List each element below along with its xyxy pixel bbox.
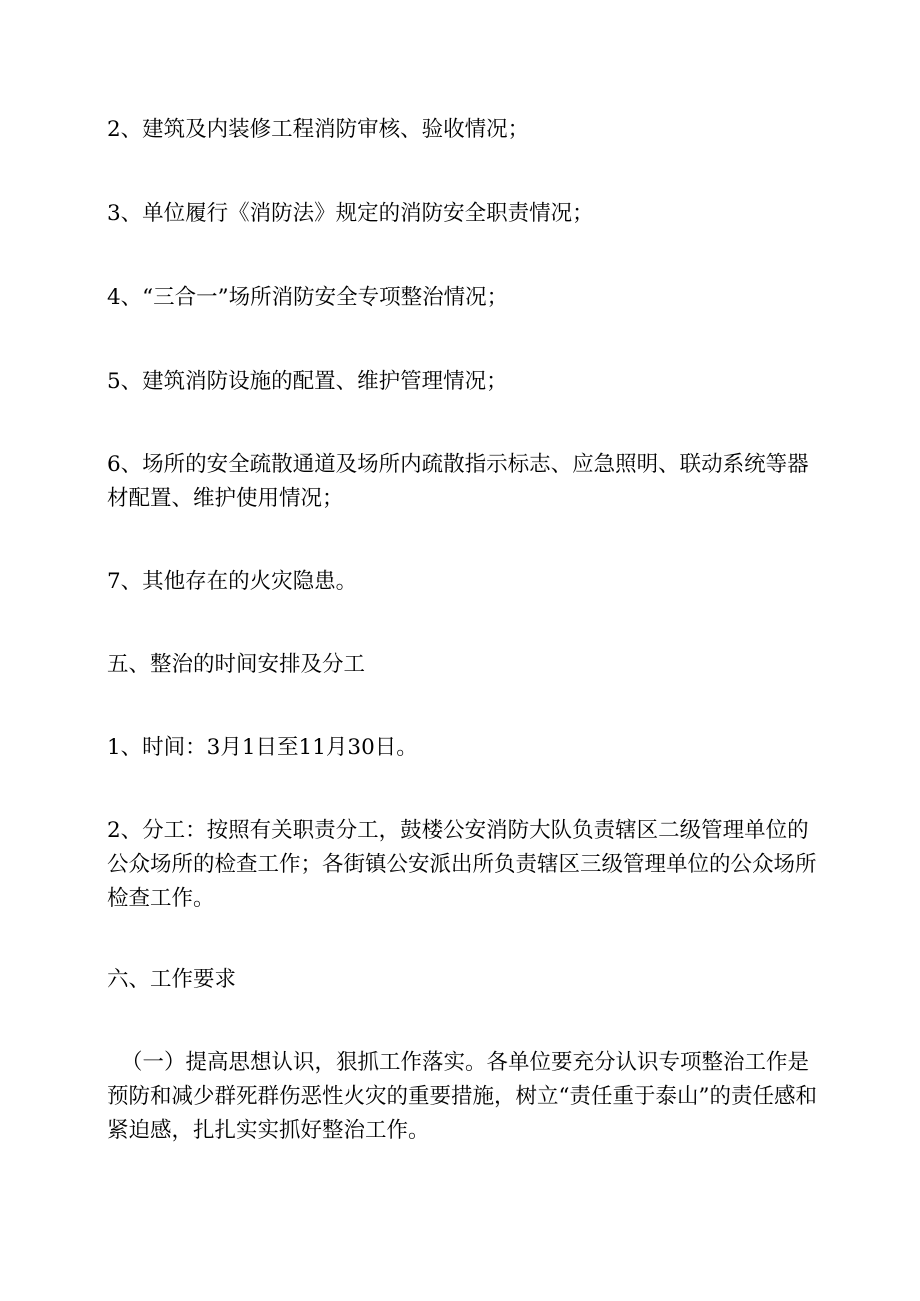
list-item-4: 4、“三合一”场所消防安全专项整治情况； [107,285,509,310]
list-item-3: 3、单位履行《消防法》规定的消防安全职责情况； [107,201,594,226]
requirement-1: （一）提高思想认识，狠抓工作落实。各单位要充分认识专项整治工作是预防和减少群死群伤恶性火灾的重要措施，树立“责任重于泰山”的责任感和紧迫感，扎扎实实抓好整治工作。 [107,1050,817,1143]
section-heading-5: 五、整治的时间安排及分工 [107,652,366,677]
list-item-5: 5、建筑消防设施的配置、维护管理情况； [107,369,508,394]
schedule-division: 2、分工：按照有关职责分工，鼓楼公安消防大队负责辖区二级管理单位的公众场所的检查工作；各街镇公安派出所负责辖区三级管理单位的公众场所检查工作。 [107,818,817,911]
section-heading-6: 六、工作要求 [107,967,237,992]
list-item-2: 2、建筑及内装修工程消防审核、验收情况； [107,117,530,142]
list-item-7: 7、其他存在的火灾隐患。 [107,569,358,594]
list-item-6: 6、场所的安全疏散通道及场所内疏散指示标志、应急照明、联动系统等器材配置、维护使用情况； [107,452,809,511]
schedule-time: 1、时间：3月1日至11月30日。 [107,735,418,760]
